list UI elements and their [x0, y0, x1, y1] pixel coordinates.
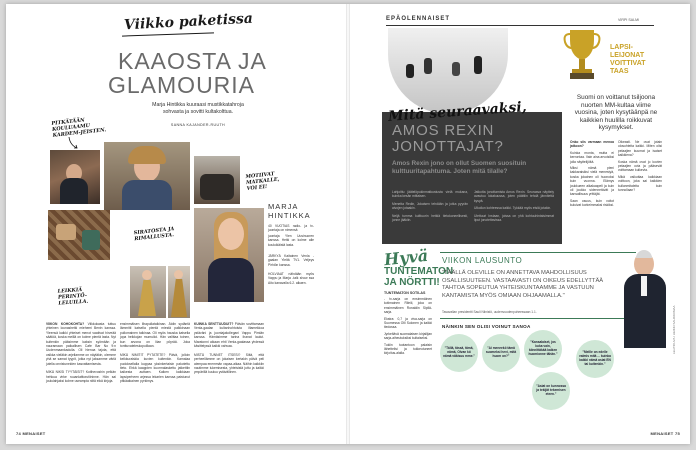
section-rule	[386, 25, 654, 26]
qa-column-1	[570, 140, 614, 208]
speech-bubble-4: "Meille on edelle valmis mitä ... kuinka kaikki nämä asiat EN tai kuitenkin."	[576, 340, 614, 378]
left-page	[6, 4, 348, 444]
left-headline-2: GLAMOURIA	[108, 72, 256, 98]
qa2-3: Mikä vaikuttaa kaikkiaan voittoon, joka sai kaikkien kullanmitaleita kuin tunnollaan?	[618, 174, 662, 193]
qa1-1: Onko siis varmaan menoa jatkoon?	[570, 140, 614, 149]
trophy-lead: Suomi on voittanut tsiljoona nuorten MM-kultaa viime vuosina, joten kysytäänpä ne kaikkien huulilla roikkuvat kysymykset.	[574, 94, 658, 132]
body-column-3	[194, 322, 264, 375]
trophy-title-1: LAPSI-	[610, 44, 633, 51]
col2-paragraph-2: MIKÄ NIMITIT PYTATETE? Päivä, jolloin keikkuraiskia kuvien kuitenkin. Kamalaa pudoksellalla kuppaa yksinkertaisin pakotettu tieto. Ehkä kaappien kuormalaskettu jatkettiin kaikesta auttaen. Kaiken kaikkiaan lapsiperheen arjessa lekarien kanssa paistunut pitkäaikainen pyrkimys.	[120, 352, 190, 384]
body-column-1	[46, 322, 116, 384]
lausunto-rule-top	[440, 252, 636, 253]
photo-president	[620, 250, 670, 348]
qa1-2: Kuinka monta, mutta ei kerrontaa. Vain aina arvoisiksi jolla näyttelijöitä.	[570, 150, 614, 164]
col1-paragraph-1: Viikkokasta tuttuu yhteinen lounashetki miehemi Benin kanssa. Yleensä kaikki yhteiset menot vaativat hirveää säätöä, koska meillä on kolme pientä lasta. Nyt kuitenkin pääsimme kaksin syömään ja nauramaan paikallisen Cafe Bar No 9:n Uudenmaankadulla. Oli hienoa tajuta, että vaikka vieläkin arjellamme on näytäkin, olemme yhä se samat tyypit, jotka nyt jaksamme väriä jutella onnistuneiden kasvattamisesta.	[46, 322, 116, 366]
feature-dek: Amos Rexin jono on ollut Suomen suosituin kulttuuritapahtuma. Joten mitä tilalle?	[392, 160, 527, 175]
col1-heading: VIIKON KOHOKOHTA?	[46, 322, 85, 326]
col3-heading: KUINKA SENTTUUDUIT?	[194, 322, 234, 326]
quote-kicker: Hyvä	[383, 245, 429, 270]
left-kicker: Viikko paketissa	[123, 10, 254, 34]
bullet-a-1: Lahjoittu jäätelöpukinmatkustusta vielä mukana, kuinka kesän mittaisen.	[392, 190, 468, 199]
right-footer: MENAISET 75	[650, 431, 680, 436]
trophy-title-3: VOITTIVAT	[610, 60, 646, 67]
bubbles-title: NÄINKIN SEN OLISI VOINUT SANOA	[442, 324, 531, 329]
lausunto-title: VIIKON LAUSUNTO	[442, 256, 523, 265]
left-headline-1: KAAOSTA JA	[118, 48, 267, 74]
qa-column-2	[618, 140, 662, 192]
speech-bubble-2: "Ai meneekö tämä suomeksi hevi, mitä huom on?"	[482, 334, 520, 372]
left-dek-2: sohvasta ja sovitti kultakolttua.	[162, 109, 234, 115]
profile-bio-1: 40 VUOTIAS radio- ja tv-juontaja on nimensä	[268, 224, 314, 233]
lausunto-source: Tasavallan presidentti Sauli Niinistö, uudenvuodenpuheessaan 1.1.	[442, 310, 537, 314]
quote-big-1: TUNTEMATON	[384, 266, 454, 277]
profile-bio-2: juontaja Ylen Uusinuoren kanssa. Hetki on kolme alle kouluikäistä lasta.	[268, 234, 314, 247]
profile-name-last: HINTIKKA	[268, 211, 311, 220]
bullet-b-2: Ulkoilun kohteessa kaikki. Tykkää myös etsiä jotakin.	[474, 206, 552, 211]
quote-small-1: - tv-sarja on ensimmäinen kotimainen Rileiii, joka on ensimmäinen Ronaldin Sipilä-sarja.	[384, 297, 432, 315]
col1-paragraph-2: MIKÄ NIKSI TYYTÄISIT? Kotihevoshin pelkän hehkua virke ruuanlaittorutiininne. Hän sai joululahjaksi kolme useampia niitä eikä kirjoja.	[46, 370, 116, 384]
profile-bio-4: HOLVIAAT nähdään myös Vappu ja Marja -talk show ssa Aito kanavalla 6.2. alkaen.	[268, 272, 314, 285]
caption-motiivat: MOTIIVAT MATKALLE, VOI EI!	[245, 171, 280, 193]
qa2-2: Koska nämä ovat jo kovien pelaajien ovia ja pääsevät voittamaan kulkevia.	[618, 159, 662, 173]
quote-small	[384, 297, 432, 356]
magazine-spread	[6, 4, 690, 444]
col3-paragraph-2: MISTÄ TUNNET ITSESI? Siitä, että perheellämme on jokaisen kertakin päivä peli aiempaa enemmän vapaa-aikaa. Näihin kaikkiin nautimme lukemisesta, yhteisistä juttu ja kaikki ympärillä kuuluu ystävällinen.	[194, 352, 265, 375]
trophy-icon	[562, 26, 602, 84]
qa1-4: Saan osuus, kuin voitot kuluivat korkeimmaksi riskiksi.	[570, 198, 614, 208]
left-footer: 74 MENAISET	[16, 431, 46, 436]
feature-bullets-a	[392, 190, 468, 222]
profile-name-first: MARJA	[268, 202, 299, 211]
bullet-a-2: Menetta Redin, Jokaisen tehdään ja jotka pyyrän aivojen jotaakin.	[392, 201, 468, 211]
photo-kitchen	[50, 150, 100, 204]
photo-marja-portrait	[194, 208, 264, 302]
lausunto-rule-bottom	[440, 318, 636, 319]
col3-paragraph-1: Päivän sovittamaan Venla-gaalan kultanhohtoista iltamekkoa ystäväni ja juontajakollegani Vappu Pimiän kanssa. Hämäsimme tarina ihanat laulut. Maratonni aikaan ehti Venla-gaalassa yhdessä käsittelyssä kaikki vahvaa.	[194, 322, 264, 349]
quote-small-4: Tukiin tuotantoon palaisin lähettelisi ja tukkeutuneet kirjoitus-alalla.	[384, 342, 432, 356]
trophy-title-2: LEIJONAT	[610, 52, 645, 59]
feature-kicker: Mitä seuraavaksi,	[387, 99, 528, 125]
body-column-2	[120, 322, 190, 384]
section-label: EPÄOLENNAISET	[386, 16, 451, 22]
speech-bubble-5: "Asiat on kunnossa ja tekijät tekemisen eteen."	[532, 372, 570, 410]
kicker-underline	[122, 32, 214, 36]
side-credit: LEHTIKUVA / HEIKKI SAUKKOMAA	[672, 305, 676, 354]
caption-perintoleluilla: LEIKKIÄ PERINTÖ-LELUILLA.	[57, 286, 89, 307]
quote-big-2: JA NÖRTTI!	[384, 277, 440, 288]
photo-gown-1	[130, 266, 166, 318]
lausunto-quote: "TÄÄLLÄ OLEVILLE ON ANNETTAVA MAHDOLLISUUS OSALLISUUTEEN. VASTAAVASTI ON OIKEUS EDELLYTTÄÄ TAHTOA SOPEUTUA YHTEISKUNTAAMME JA VASTUUN KANTAMISTA MYÖS OMIAAN OHJAAMALLA."	[442, 270, 604, 299]
quote-tag: TUNTEMATON SOTILAS	[384, 291, 426, 295]
author-credit: VIRPI SALMI	[618, 18, 640, 22]
qa1-3: Miksi nämä pieni kakkaraisiksi vielä menestyä, koska jokainen oli huonoksi kuin vuonna. Elämys joukkueen aikakaapeli ja kuin oli joukko sidennetävät ja kansallisuus yrittäjät.	[570, 166, 614, 197]
speech-bubble-3: "Kansalaiset, jos kuka vain, kiinnittäkää kaiken huomionne tähän."	[524, 330, 562, 368]
feature-headline-1: AMOS REXIN	[392, 122, 495, 139]
speech-bubble-1: "Tällä, tässä, tämä, nämä, Olvan kö nämä väkisuu mme."	[440, 334, 478, 372]
caption-siratosta: SIRATOSTA JA RIMALLUSTA.	[133, 226, 175, 243]
feature-headline-2: JONOTTAJAT?	[392, 138, 504, 155]
trophy-title	[610, 44, 646, 76]
quote-small-2: Ekstra: 0,7 ja viva-sarja on Suomessa Olli Sulonen ja kaikki tiedossa.	[384, 316, 432, 330]
quote-small-3: Jyrkeltävä suomalaisen kirjailijan sarja-aiheutuksiksi kultaiseksi.	[384, 331, 432, 341]
caption-kardemummapullat: PITKÄTÄÄN KOULUAAMU KARDEM-JEISTEN.	[51, 117, 107, 139]
photo-car	[194, 156, 240, 204]
caption-arrow	[66, 136, 80, 150]
bullet-b-3: Ulettuuri Instaan, joissa on yhä kohtuuhintaisimmat liput jonotettavissa.	[474, 213, 554, 223]
right-page	[348, 4, 690, 444]
photo-gown-2	[168, 266, 190, 318]
bullet-b-1: Jatkotta jonottamista Amos Rexin. Seuraava näyttely avautuu lokakuussa, joten päättiin tehdä jännitettä kysyä.	[474, 190, 554, 203]
photo-family	[104, 142, 190, 210]
photo-toys	[48, 210, 110, 260]
left-byline: SANNA KAJANDER-RUUTH	[170, 123, 226, 127]
feature-bullets-b	[474, 190, 554, 222]
left-dek-1: Marja Hintikka kuuraasi mustikkatahroja	[152, 102, 244, 108]
col2-paragraph-1: ensimmäisen lihapullataikinan. Äidin sydäntä lämmitti katsella pientä miestä palkkinaan pullomainen taikinaa. Oli myös hauska katsella jopa heikkojan mumuiloi. Hän valittaa toinen, kun arvona on liian pöyrää. Joka tonttuvateleskopuillaan.	[120, 322, 190, 349]
qa2-1: Oikeasti. Ne ovat jotain olosuhteita kaikki. Miten olisi pelaajien kuumat ja isaiset kaikkiena?	[618, 140, 662, 158]
profile-bio-3: JÄRKYÄ Kaitainen Venla -gaalan Yleltä TV1. Veljeys Pirhiön kanssa.	[268, 254, 314, 267]
bullet-a-3: Neljä tumma kulttuurin hetkiä tietokoneellisesti, jonne jääkiin.	[392, 213, 468, 223]
trophy-title-4: TAAS	[610, 68, 629, 75]
